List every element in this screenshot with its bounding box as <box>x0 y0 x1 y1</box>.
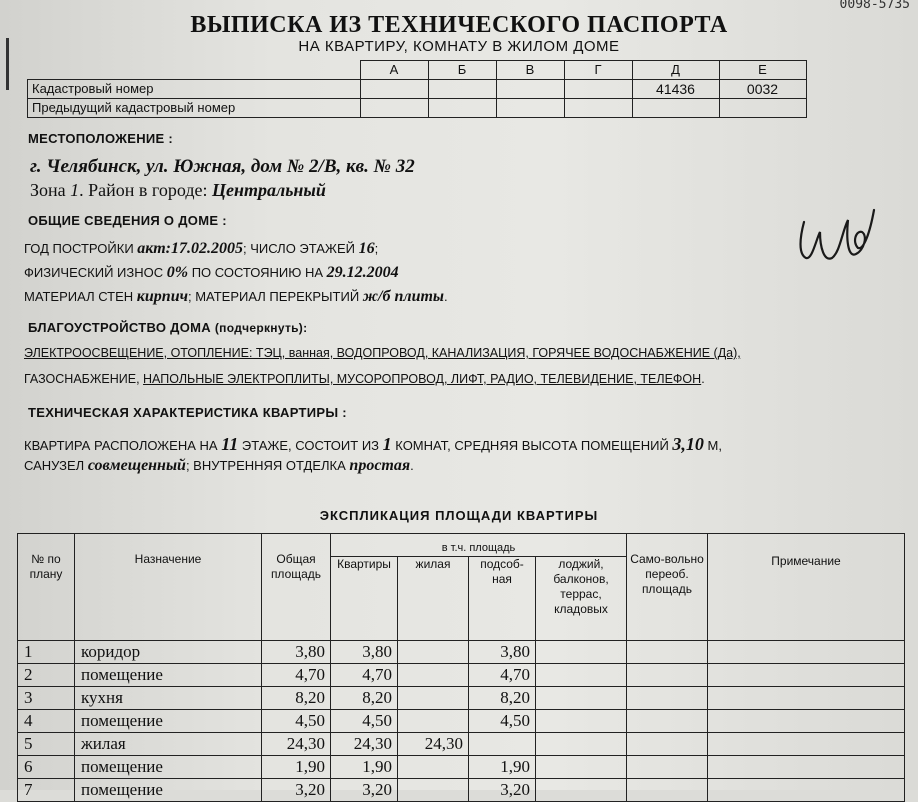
wear-line: ФИЗИЧЕСКИЙ ИЗНОС 0% ПО СОСТОЯНИЮ НА 29.12.2004 <box>24 264 399 281</box>
table-row <box>18 733 905 756</box>
table-row <box>18 641 905 664</box>
finish-value: простая <box>349 457 411 474</box>
header-including: в т.ч. площадь <box>331 534 627 557</box>
zone-line: Зона 1. Район в городе: Центральный <box>30 180 326 200</box>
cad-col-b: Б <box>428 61 496 80</box>
cell-empty <box>536 641 627 664</box>
document-serial: 0098-5735 <box>839 0 910 12</box>
cell-flat: 3,80 <box>331 641 398 664</box>
document-subtitle: НА КВАРТИРУ, КОМНАТУ В ЖИЛОМ ДОМЕ <box>298 38 620 55</box>
cell-empty <box>627 710 708 733</box>
cell-total: 4,50 <box>262 710 331 733</box>
cad-value-e: 0032 <box>719 79 806 98</box>
height-value: 3,10 <box>672 434 704 454</box>
cell-empty <box>627 641 708 664</box>
cell-aux: 1,90 <box>469 756 536 779</box>
floors-material-value: ж/б плиты <box>362 288 445 305</box>
table-row <box>18 664 905 687</box>
cad-col-a: А <box>360 61 428 80</box>
cad-value-v <box>496 79 564 98</box>
cell-num: 4 <box>18 710 75 733</box>
cell-empty <box>627 756 708 779</box>
cell-flat: 3,20 <box>331 779 398 802</box>
cell-empty <box>708 687 905 710</box>
tech-heading: ТЕХНИЧЕСКАЯ ХАРАКТЕРИСТИКА КВАРТИРЫ : <box>28 405 347 420</box>
cell-empty <box>536 664 627 687</box>
cell-total: 3,20 <box>262 779 331 802</box>
cell-empty <box>536 687 627 710</box>
cad-col-v: В <box>496 61 564 80</box>
cell-empty <box>627 733 708 756</box>
header-living: жилая <box>398 557 469 641</box>
header-total: Общая площадь <box>262 534 331 641</box>
district: Центральный <box>211 180 326 200</box>
amenities-line-1: ЭЛЕКТРООСВЕЩЕНИЕ, ОТОПЛЕНИЕ: ТЭЦ, ванная, ВОДОПРОВОД, КАНАЛИЗАЦИЯ, ГОРЯЧЕЕ ВОДОСНАБЖЕНИЕ (Да), <box>24 346 741 360</box>
header-num: № по плану <box>18 534 75 641</box>
cell-total: 1,90 <box>262 756 331 779</box>
cell-living <box>398 779 469 802</box>
cell-name: коридор <box>75 641 262 664</box>
cell-flat: 24,30 <box>331 733 398 756</box>
floor-value: 11 <box>221 434 239 454</box>
tech-line-1: КВАРТИРА РАСПОЛОЖЕНА НА 11 ЭТАЖЕ, СОСТОИТ ИЗ 1 КОМНАТ, СРЕДНЯЯ ВЫСОТА ПОМЕЩЕНИЙ 3,10 М, <box>24 434 722 454</box>
cad-col-e: Е <box>719 61 806 80</box>
cell-empty <box>536 779 627 802</box>
cell-living: 24,30 <box>398 733 469 756</box>
location-heading: МЕСТОПОЛОЖЕНИЕ : <box>28 131 174 146</box>
rooms-value: 1 <box>382 434 392 454</box>
cell-flat: 4,50 <box>331 710 398 733</box>
cell-aux: 3,20 <box>469 779 536 802</box>
cell-name: помещение <box>75 779 262 802</box>
cell-living <box>398 641 469 664</box>
cad-value-a <box>360 79 428 98</box>
header-flat: Квартиры <box>331 557 398 641</box>
address: г. Челябинск, ул. Южная, дом № 2/В, кв. № 32 <box>30 156 415 177</box>
tech-line-2: САНУЗЕЛ совмещенный; ВНУТРЕННЯЯ ОТДЕЛКА простая. <box>24 457 414 474</box>
bathroom-value: совмещенный <box>87 457 186 474</box>
cell-num: 3 <box>18 687 75 710</box>
cell-flat: 8,20 <box>331 687 398 710</box>
year-floors-line: ГОД ПОСТРОЙКИ акт:17.02.2005; ЧИСЛО ЭТАЖЕЙ 16; <box>24 240 379 257</box>
cell-name: помещение <box>75 664 262 687</box>
cad-value-b <box>428 79 496 98</box>
cell-num: 1 <box>18 641 75 664</box>
cell-name: жилая <box>75 733 262 756</box>
cell-empty <box>708 641 905 664</box>
cell-num: 5 <box>18 733 75 756</box>
cell-empty <box>536 710 627 733</box>
table-row <box>18 779 905 802</box>
table-row <box>18 687 905 710</box>
cell-aux: 4,70 <box>469 664 536 687</box>
header-loggia: лоджий, балконов, террас, кладовых <box>536 557 627 641</box>
header-selfbuilt: Само-вольно переоб. площадь <box>627 534 708 641</box>
cell-total: 8,20 <box>262 687 331 710</box>
previous-cadastral-label: Предыдущий кадастровый номер <box>28 98 361 117</box>
cell-num: 2 <box>18 664 75 687</box>
cell-name: помещение <box>75 710 262 733</box>
cell-living <box>398 756 469 779</box>
cell-aux: 4,50 <box>469 710 536 733</box>
cell-flat: 1,90 <box>331 756 398 779</box>
year-value: акт:17.02.2005 <box>137 240 243 257</box>
cell-empty <box>708 733 905 756</box>
general-heading: ОБЩИЕ СВЕДЕНИЯ О ДОМЕ : <box>28 213 227 228</box>
cell-empty <box>708 756 905 779</box>
cell-empty <box>627 779 708 802</box>
state-date: 29.12.2004 <box>326 264 399 281</box>
cad-value-d: 41436 <box>632 79 719 98</box>
cell-aux <box>469 733 536 756</box>
cad-col-g: Г <box>564 61 632 80</box>
cell-empty <box>708 710 905 733</box>
cell-empty <box>536 756 627 779</box>
material-line: МАТЕРИАЛ СТЕН кирпич; МАТЕРИАЛ ПЕРЕКРЫТИЙ ж/б плиты. <box>24 288 448 305</box>
cell-living <box>398 710 469 733</box>
cell-name: кухня <box>75 687 262 710</box>
cad-value-g <box>564 79 632 98</box>
cell-flat: 4,70 <box>331 664 398 687</box>
handwritten-signature <box>790 192 900 272</box>
walls-value: кирпич <box>136 288 188 305</box>
cell-name: помещение <box>75 756 262 779</box>
floors-value: 16 <box>358 240 375 257</box>
amenities-line-2: ГАЗОСНАБЖЕНИЕ, НАПОЛЬНЫЕ ЭЛЕКТРОПЛИТЫ, МУСОРОПРОВОД, ЛИФТ, РАДИО, ТЕЛЕВИДЕНИЕ, ТЕЛЕФОН. <box>24 372 705 386</box>
explication-table <box>17 533 905 802</box>
cell-living <box>398 664 469 687</box>
header-aux: подсоб-ная <box>469 557 536 641</box>
cell-total: 24,30 <box>262 733 331 756</box>
cell-aux: 3,80 <box>469 641 536 664</box>
cell-empty <box>627 687 708 710</box>
cadastral-table <box>27 60 807 118</box>
cell-living <box>398 687 469 710</box>
cell-empty <box>627 664 708 687</box>
cell-empty <box>536 733 627 756</box>
cell-aux: 8,20 <box>469 687 536 710</box>
header-note: Примечание <box>708 534 905 641</box>
explication-title: ЭКСПЛИКАЦИЯ ПЛОЩАДИ КВАРТИРЫ <box>319 508 599 523</box>
table-row <box>18 710 905 733</box>
cell-empty <box>708 664 905 687</box>
cad-col-d: Д <box>632 61 719 80</box>
document-title: ВЫПИСКА ИЗ ТЕХНИЧЕСКОГО ПАСПОРТА <box>190 12 728 38</box>
cell-num: 7 <box>18 779 75 802</box>
header-purpose: Назначение <box>75 534 262 641</box>
wear-value: 0% <box>166 264 189 281</box>
cadastral-number-label: Кадастровый номер <box>28 79 361 98</box>
amenities-heading: БЛАГОУСТРОЙСТВО ДОМА (подчеркнуть): <box>28 320 308 335</box>
cell-total: 4,70 <box>262 664 331 687</box>
cell-num: 6 <box>18 756 75 779</box>
cell-empty <box>708 779 905 802</box>
table-row <box>18 756 905 779</box>
cell-total: 3,80 <box>262 641 331 664</box>
